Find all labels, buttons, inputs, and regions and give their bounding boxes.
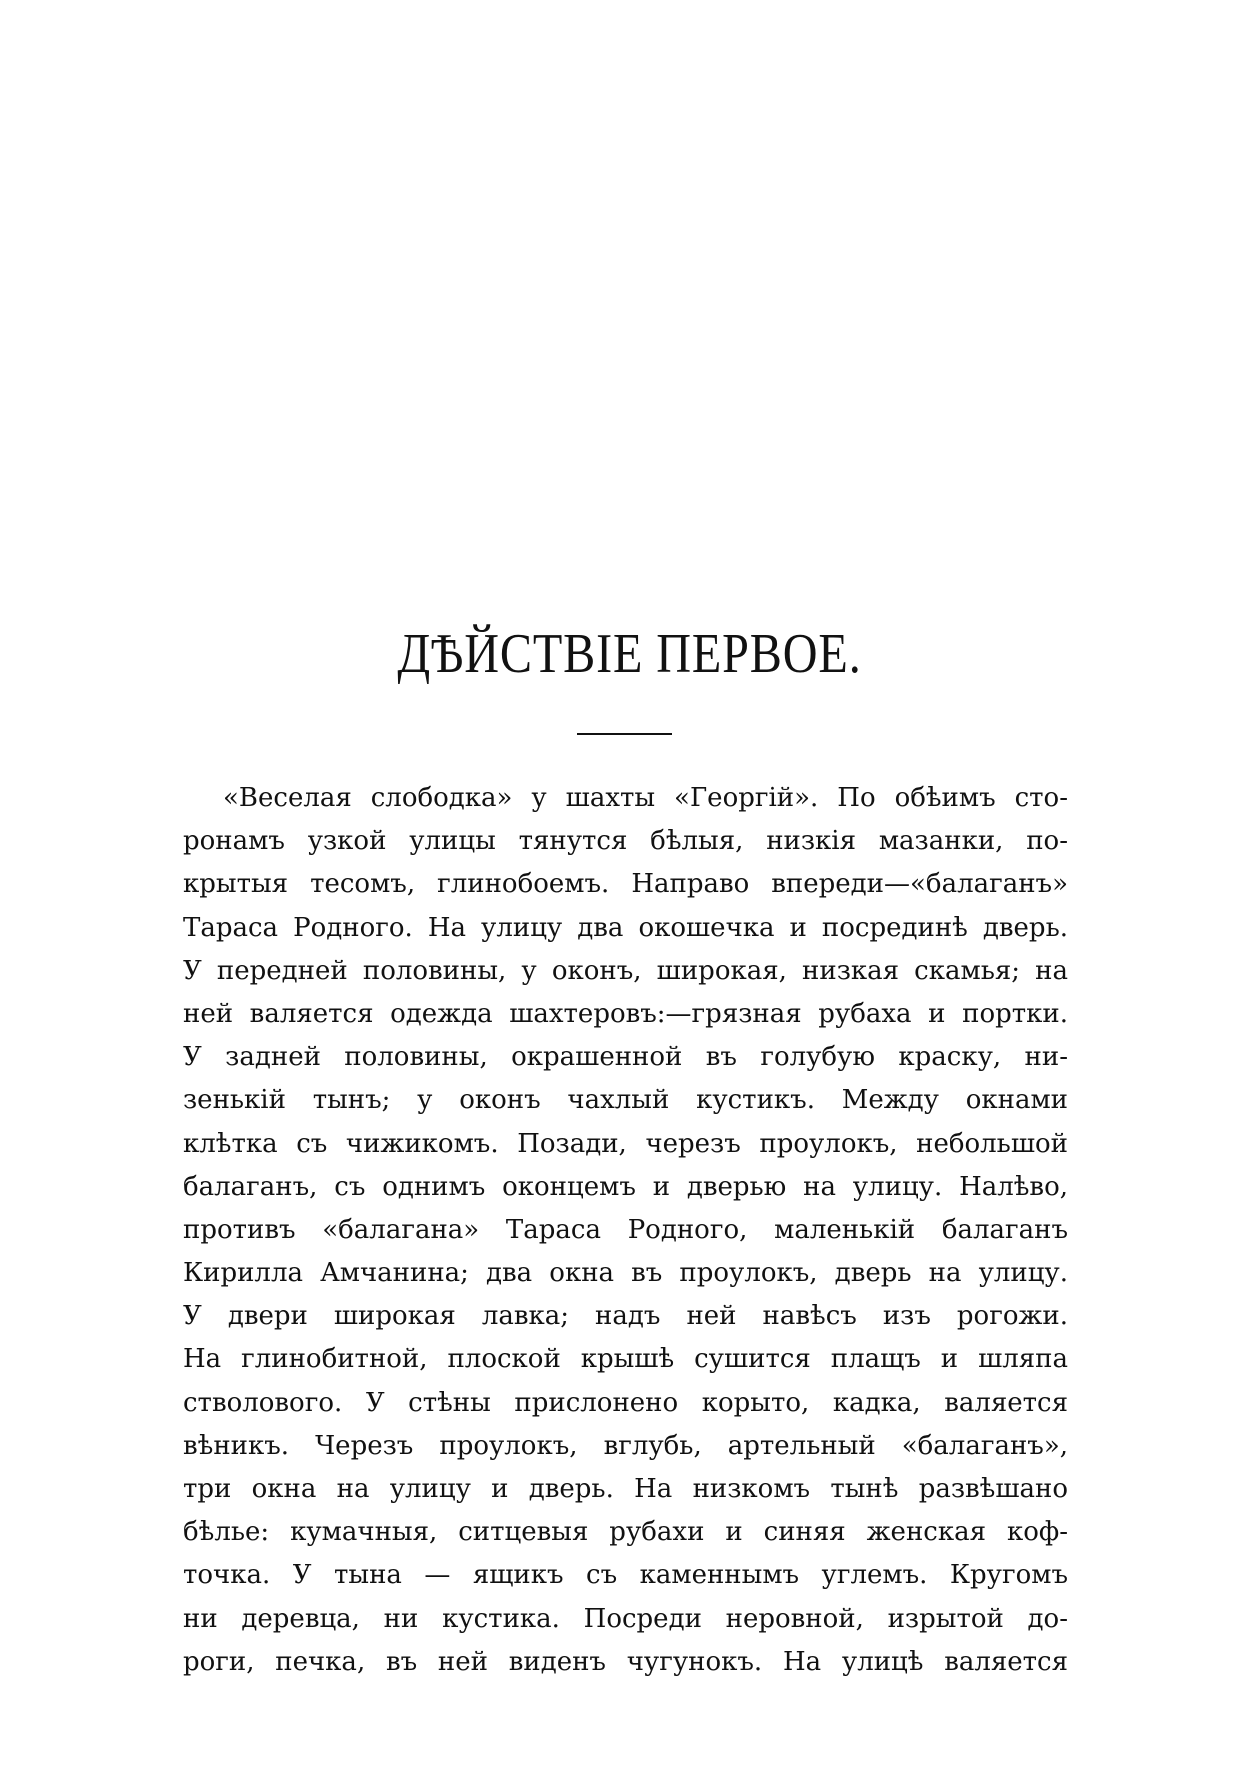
text-line: На глинобитной, плоской крышѣ сушится плащъ и шляпа xyxy=(183,1344,1068,1375)
text-line: три окна на улицу и дверь. На низкомъ тынѣ развѣшано xyxy=(183,1474,1068,1504)
stage-direction-paragraph xyxy=(183,777,1068,1684)
text-line: стволового. У стѣны прислонено корыто, кадка, валяется xyxy=(183,1387,1068,1418)
chapter-title: ДѢЙСТВІЕ ПЕРВОЕ. xyxy=(397,623,862,685)
text-line: ни деревца, ни кустика. Посреди неровной, изрытой до- xyxy=(183,1603,1068,1634)
text-line: балаганъ, съ однимъ оконцемъ и дверью на улицу. Налѣво, xyxy=(183,1171,1068,1202)
text-line: бѣлье: кумачныя, ситцевыя рубахи и синяя женская коф- xyxy=(183,1517,1068,1548)
text-line: зенькій тынъ; у оконъ чахлый кустикъ. Между окнами xyxy=(183,1085,1068,1116)
text-line: У задней половины, окрашенной въ голубую краску, ни- xyxy=(183,1042,1068,1073)
text-line: У двери широкая лавка; надъ ней навѣсъ изъ рогожи. xyxy=(183,1301,1068,1332)
text-line: «Веселая слободка» у шахты «Георгій». По обѣимъ сто- xyxy=(223,783,1068,813)
text-line: точка. У тына — ящикъ съ каменнымъ углемъ. Кругомъ xyxy=(183,1560,1068,1591)
text-line: вѣникъ. Черезъ проулокъ, вглубь, артельный «балаганъ», xyxy=(183,1430,1068,1461)
text-line: противъ «балагана» Тараса Родного, маленькій балаганъ xyxy=(183,1214,1068,1245)
text-line: ней валяется одежда шахтеровъ:—грязная рубаха и портки. xyxy=(183,998,1068,1029)
text-line: клѣтка съ чижикомъ. Позади, черезъ проулокъ, небольшой xyxy=(183,1128,1068,1159)
text-line: У передней половины, у оконъ, широкая, низкая скамья; на xyxy=(183,955,1068,986)
text-line: роги, печка, въ ней виденъ чугунокъ. На улицѣ валяется xyxy=(183,1646,1068,1677)
text-line: ронамъ узкой улицы тянутся бѣлыя, низкія мазанки, по- xyxy=(183,826,1068,857)
text-line: Тараса Родного. На улицу два окошечка и посрединѣ дверь. xyxy=(183,912,1068,943)
text-line: крытыя тесомъ, глинобоемъ. Направо впереди—«балаганъ» xyxy=(183,869,1068,900)
text-line: Кирилла Амчанина; два окна въ проулокъ, дверь на улицу. xyxy=(183,1258,1068,1289)
title-separator-rule xyxy=(577,733,672,735)
